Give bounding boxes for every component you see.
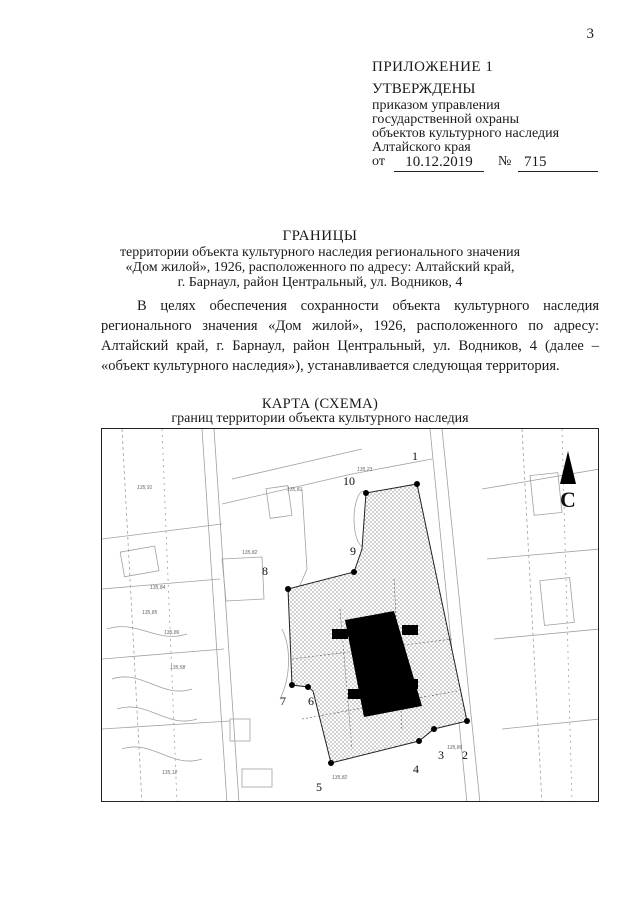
map-subtitle: границ территории объекта культурного наследия (171, 411, 469, 426)
point-label-2: 2 (462, 748, 468, 762)
point-label-5: 5 (316, 780, 322, 794)
elevation-mark: 135,58 (170, 665, 186, 671)
point-label-1: 1 (412, 449, 418, 463)
document-subtitle-line: «Дом жилой», 1926, расположенного по адресу: Алтайский край, (125, 260, 515, 275)
approved-title: УТВЕРЖДЕНЫ (372, 81, 476, 97)
document-subtitle-line: г. Барнаул, район Центральный, ул. Водников, 4 (177, 275, 463, 290)
boundary-point-marker (285, 586, 291, 592)
elevation-mark: 135,82 (332, 775, 348, 781)
point-label-9: 9 (350, 544, 356, 558)
number-label: № (498, 154, 512, 169)
from-label: от (372, 154, 385, 169)
order-line: объектов культурного наследия (372, 126, 560, 141)
boundary-point-marker (328, 760, 334, 766)
elevation-mark: 135,84 (150, 585, 166, 591)
page-number: 3 (586, 26, 594, 42)
order-line: государственной охраны (372, 112, 520, 127)
point-label-7: 7 (280, 694, 286, 708)
boundary-point-marker (431, 726, 437, 732)
order-number: 715 (518, 154, 598, 172)
elevation-mark: 135,86 (447, 745, 463, 751)
body-paragraph: В целях обеспечения сохранности объекта культурного наследия регионального значения «Дом жилой», 1926, расположенного по адресу: Алтайский край, г. Барнаул, район Центральный, ул. Водников, 4 (далее – «объект культурного наследия»), устанавливается следующая территория. (101, 298, 599, 374)
boundary-point-marker (289, 682, 295, 688)
order-line: приказом управления (372, 98, 501, 113)
point-label-6: 6 (308, 694, 314, 708)
north-arrow-icon (560, 451, 576, 512)
map-scheme (101, 428, 599, 802)
point-label-3: 3 (438, 748, 444, 762)
order-line: Алтайского края (372, 140, 471, 155)
map-title: КАРТА (СХЕМА) (261, 396, 379, 412)
elevation-mark: 135,91 (137, 485, 153, 491)
document-subtitle-line: территории объекта культурного наследия регионального значения (119, 245, 521, 260)
appendix-title: ПРИЛОЖЕНИЕ 1 (372, 59, 494, 75)
order-date: 10.12.2019 (394, 154, 484, 172)
point-label-4: 4 (413, 762, 419, 776)
elevation-mark: 135,81 (287, 487, 303, 493)
elevation-mark: 135,82 (242, 550, 258, 556)
point-label-10: 10 (343, 474, 355, 488)
map-drawing (102, 429, 599, 802)
elevation-mark: 135,23 (357, 467, 373, 473)
boundary-point-marker (464, 718, 470, 724)
boundary-point-marker (363, 490, 369, 496)
boundary-point-marker (305, 684, 311, 690)
boundary-point-marker (414, 481, 420, 487)
north-label: С (560, 487, 576, 512)
elevation-mark: 135,85 (142, 610, 158, 616)
order-date-number (372, 154, 602, 174)
elevation-mark: 135,86 (164, 630, 180, 636)
point-label-8: 8 (262, 564, 268, 578)
boundary-point-marker (351, 569, 357, 575)
boundary-point-marker (416, 738, 422, 744)
elevation-mark: 135,12 (162, 770, 178, 776)
document-title: ГРАНИЦЫ (282, 228, 358, 244)
